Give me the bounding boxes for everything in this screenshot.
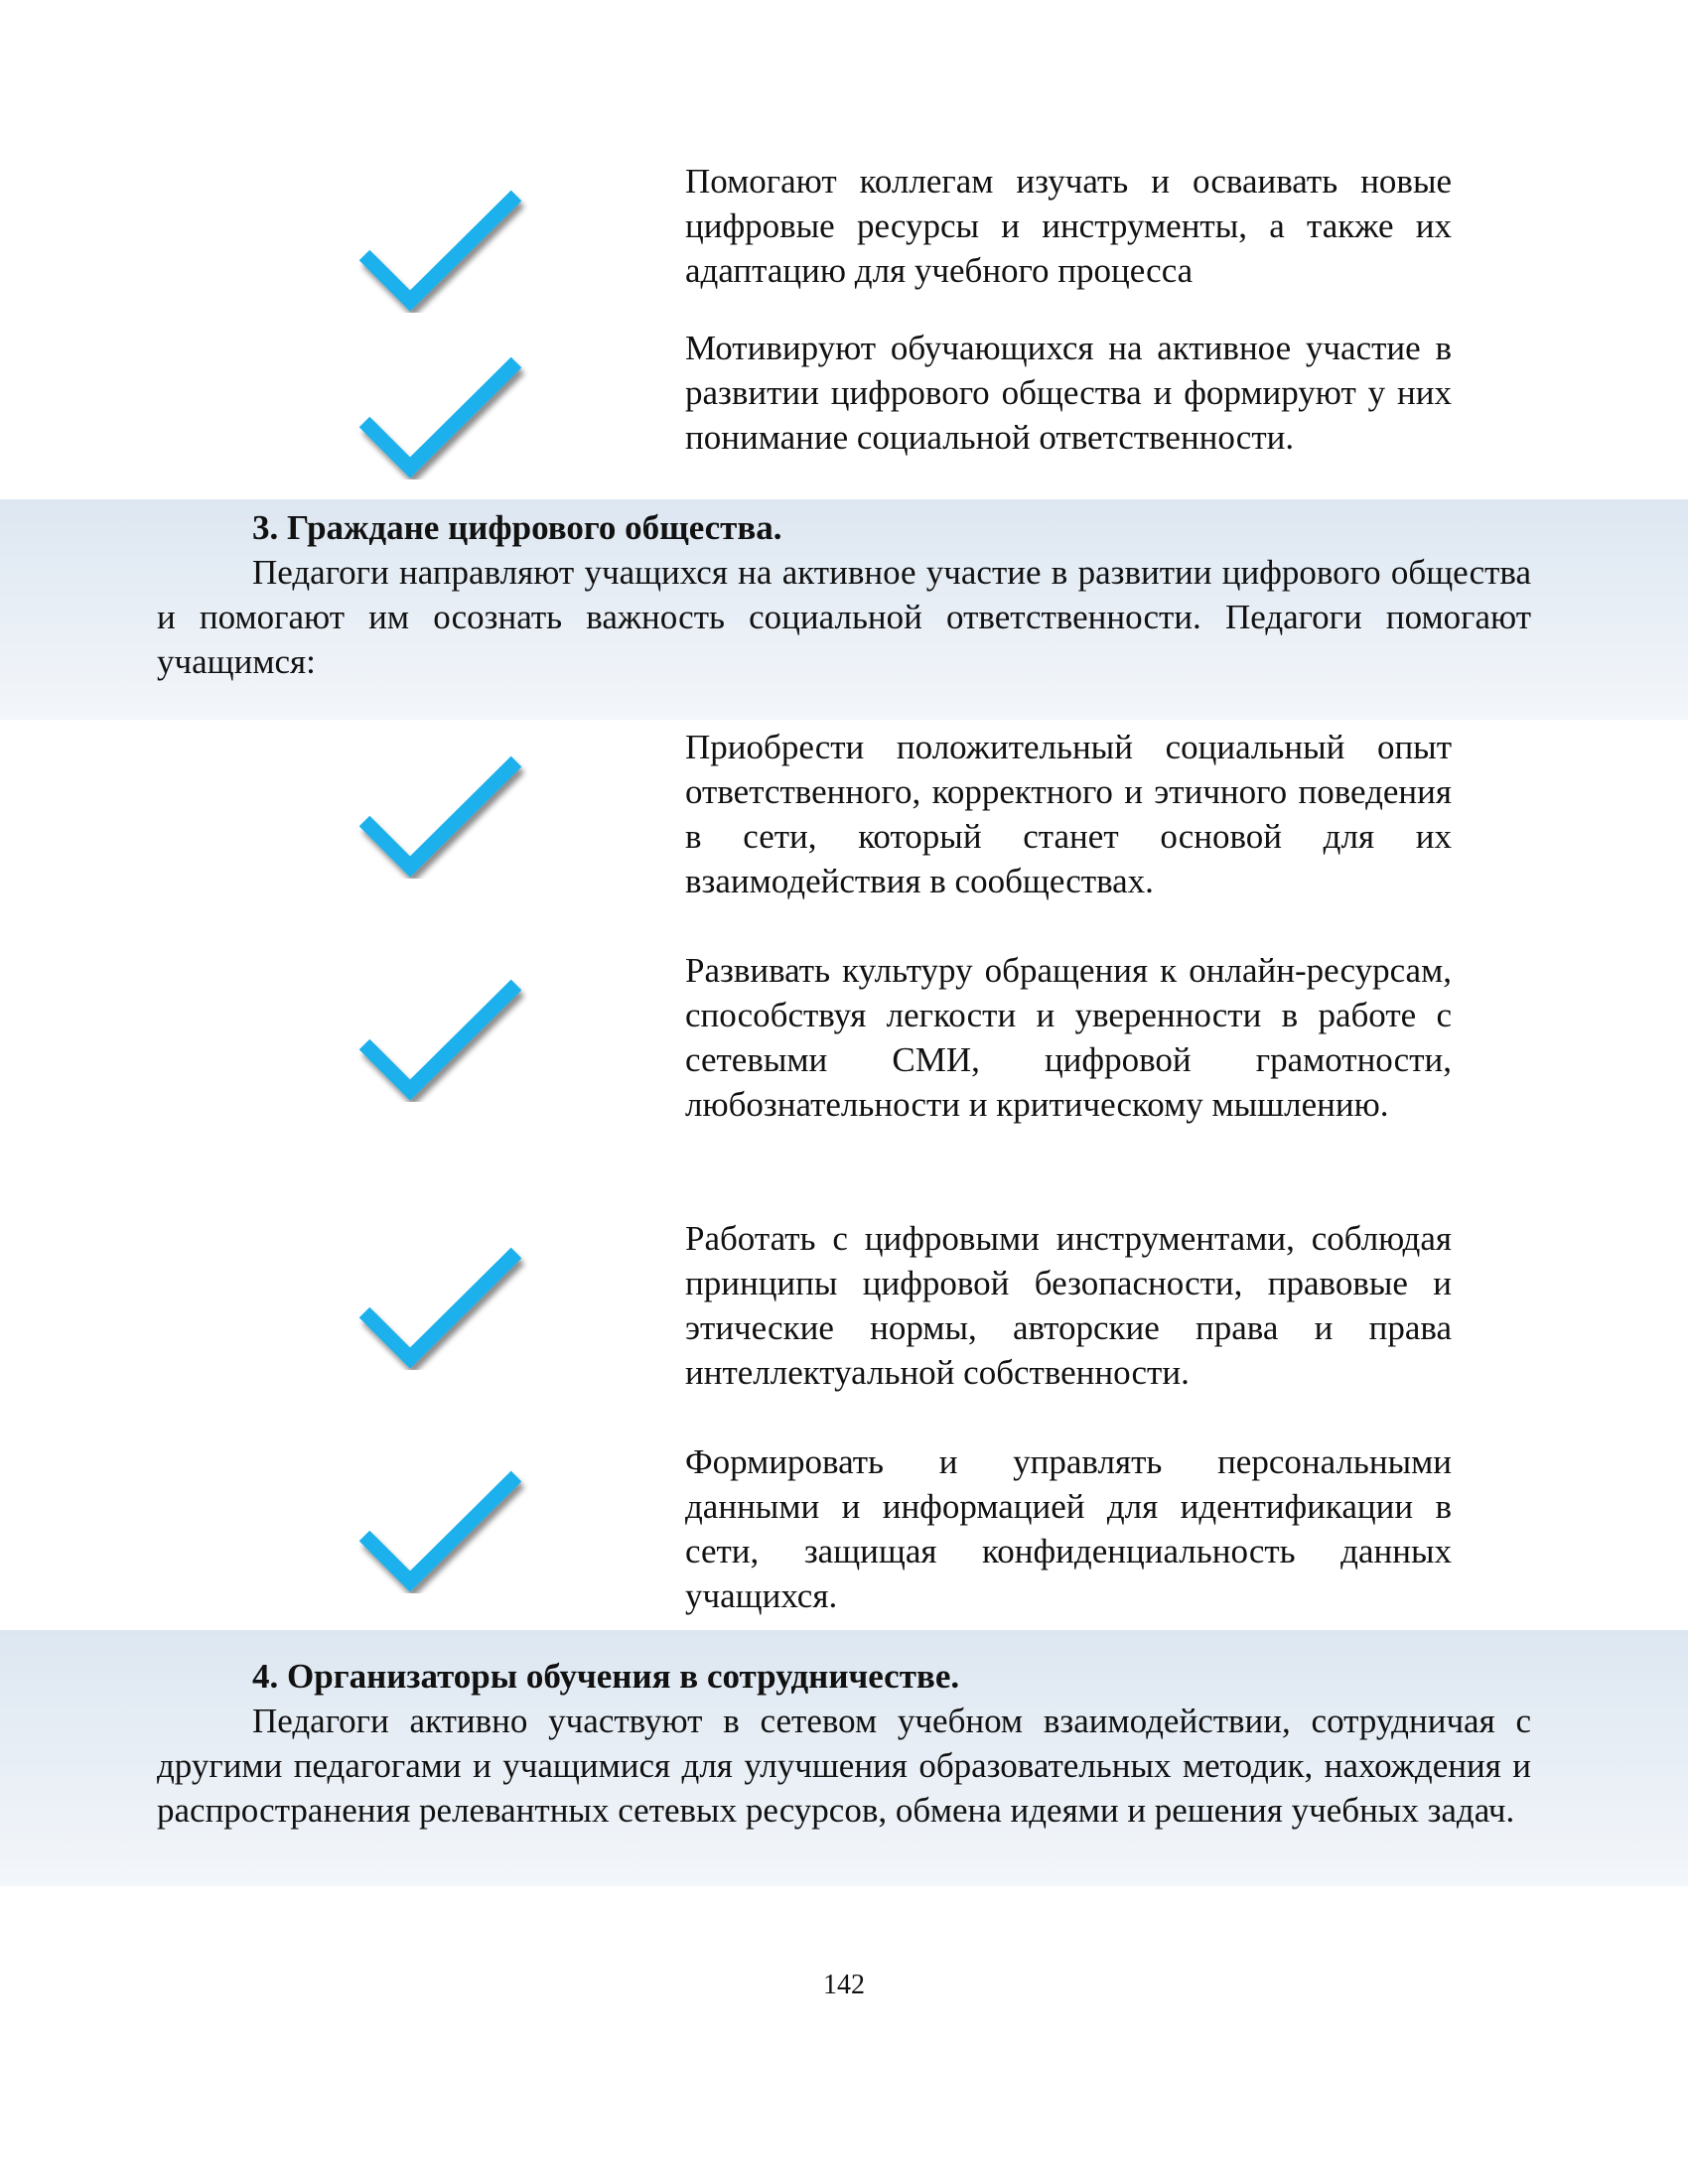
checkmark-icon: [352, 1464, 531, 1593]
checklist-item-text: Мотивируют обучающихся на активное участие в развитии цифрового общества и формируют у них понимание социальной ответственности.: [685, 329, 1452, 457]
checklist-item-text: Приобрести положительный социальный опыт ответственного, корректного и этичного поведения в сети, который станет основой для их взаимодействия в сообществах.: [685, 728, 1452, 900]
checkmark-icon: [352, 1241, 531, 1370]
checkmark-icon: [352, 973, 531, 1102]
checkmark-icon: [352, 184, 531, 313]
section-heading: 3. Граждане цифрового общества.: [252, 508, 782, 547]
section-heading: 4. Организаторы обучения в сотрудничестве.: [252, 1657, 960, 1696]
checkmark-icon: [352, 750, 531, 879]
checklist-item-text: Работать с цифровыми инструментами, соблюдая принципы цифровой безопасности, правовые и этические нормы, авторские права и права интеллектуальной собственности.: [685, 1219, 1452, 1392]
page-number: 142: [823, 1970, 865, 2000]
checkmark-icon: [352, 350, 531, 479]
checklist-item-text: Формировать и управлять персональными данными и информацией для идентификации в сети, защищая конфиденциальность данных учащихся.: [685, 1442, 1452, 1615]
checklist-item-text: Помогают коллегам изучать и осваивать новые цифровые ресурсы и инструменты, а также их адаптацию для учебного процесса: [685, 162, 1452, 290]
section-paragraph: Педагоги активно участвуют в сетевом учебном взаимодействии, сотрудничая с другими педагогами и учащимися для улучшения образовательных методик, нахождения и распространения релевантных сетевых ресурсов, обмена идеями и решения учебных задач.: [157, 1702, 1531, 1830]
checklist-item-text: Развивать культуру обращения к онлайн-ресурсам, способствуя легкости и уверенности в работе с сетевыми СМИ, цифровой грамотности, любознательности и критическому мышлению.: [685, 951, 1452, 1124]
section-band: [0, 499, 1688, 720]
section-band: [0, 1630, 1688, 1886]
section-paragraph: Педагоги направляют учащихся на активное участие в развитии цифрового общества и помогают им осознать важность социальной ответственности. Педагоги помогают учащимся:: [157, 553, 1531, 681]
